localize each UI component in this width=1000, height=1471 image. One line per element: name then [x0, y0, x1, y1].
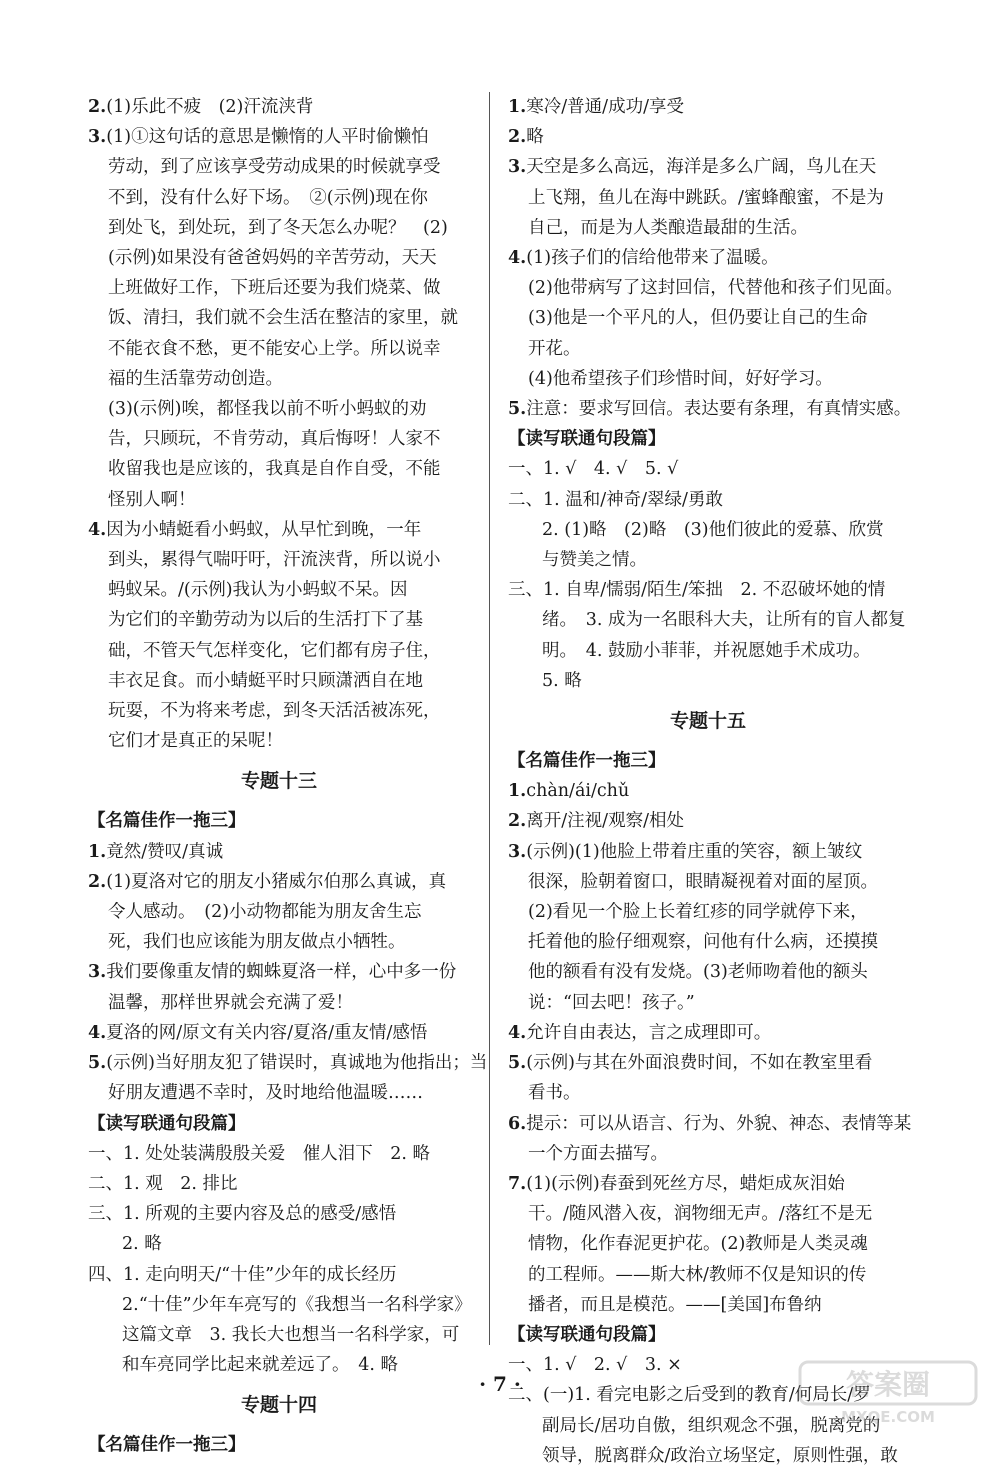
right-answers-14	[508, 92, 912, 696]
answer-continuation: 收留我也是应该的，我真是自作自受，不能	[108, 459, 441, 480]
answer-text: 提示：可以从语言、行为、外貌、神态、表情等某	[526, 1113, 912, 1134]
answer-continuation: 死，我们也应该能为朋友做点小牺牲。	[108, 932, 406, 953]
right-column	[508, 92, 912, 1471]
answer-continuation: 不能衣食不愁，更不能安心上学。所以说幸	[108, 338, 441, 359]
item-number: 7.	[508, 1173, 527, 1194]
answer-continuation: (4)他希望孩子们珍惜时间，好好学习。	[528, 368, 833, 389]
item-number: 4.	[88, 519, 107, 540]
answer-line	[508, 1048, 908, 1078]
item-number: 5.	[508, 399, 527, 420]
watermark-logo	[798, 1360, 978, 1426]
answer-line	[508, 806, 908, 836]
answer-line	[508, 1109, 912, 1139]
item-number: 2.	[88, 97, 107, 117]
subsection-title: 【读写联通句段篇】	[508, 1324, 666, 1345]
subsection-title: 【读写联通句段篇】	[88, 1113, 246, 1134]
item-number: 1.	[508, 97, 527, 117]
answer-continuation: 他的额看有没有发烧。(3)老师吻着他的额头	[528, 962, 868, 983]
item-number: 5.	[508, 1053, 527, 1074]
answer-continuation: 明。 4. 鼓励小菲菲，并祝愿她手术成功。	[542, 640, 871, 661]
answer-line	[88, 122, 470, 152]
answer-line	[508, 1018, 908, 1048]
answer-text: (示例)与其在外面浪费时间，不如在教室里看	[526, 1053, 873, 1074]
answer-continuation: 这篇文章 3. 我长大也想当一名科学家，可	[122, 1324, 460, 1345]
answer-continuation: 怪别人啊！	[108, 489, 196, 510]
section-heading-14: 专题十四	[240, 1394, 317, 1417]
part-line: 一、1. 处处装满殷殷关爱 催人泪下 2. 略	[88, 1143, 431, 1164]
answer-continuation: 和车亮同学比起来就差远了。 4. 略	[122, 1355, 399, 1376]
answer-text: (1)乐此不疲 (2)汗流浃背	[106, 97, 314, 117]
answer-text: (1)(示例)春蚕到死丝方尽，蜡炬成灰泪始	[526, 1173, 845, 1194]
answer-continuation: 与赞美之情。	[542, 550, 647, 571]
answer-continuation: 到处飞，到处玩，到了冬天怎么办呢？ (2)	[108, 217, 448, 238]
answer-continuation: 劳动，到了应该享受劳动成果的时候就享受	[108, 157, 441, 178]
part-line: 三、1. 自卑/懦弱/陌生/笨拙 2. 不忍破坏她的情	[508, 580, 886, 601]
answer-continuation: 领导，脱离群众/政治立场坚定，原则性强，敢	[542, 1445, 898, 1466]
answer-continuation: 自己，而是为人类酿造最甜的生活。	[528, 217, 808, 238]
answer-continuation: 绪。 3. 成为一名眼科大夫，让所有的盲人都复	[542, 610, 906, 631]
answer-text: 夏洛的网/原文有关内容/夏洛/重友情/感悟	[106, 1022, 428, 1043]
answer-continuation: 饭、清扫，我们就不会生活在整洁的家里，就	[108, 308, 458, 329]
answer-text: 竟然/赞叹/真诚	[106, 841, 224, 862]
part-line: 二、1. 观 2. 排比	[88, 1173, 238, 1194]
answer-continuation: 告，只顾玩，不肯劳动，真后悔呀！人家不	[108, 429, 441, 450]
answer-continuation: 很深，脸朝着窗口，眼睛凝视着对面的屋顶。	[528, 871, 878, 892]
item-number: 2.	[508, 127, 527, 148]
answer-text: (1)夏洛对它的朋友小猪威尔伯那么真诚，真	[106, 871, 447, 892]
answer-continuation: 温馨，那样世界就会充满了爱！	[108, 992, 353, 1013]
section-heading-13: 专题十三	[240, 770, 317, 793]
item-number: 3.	[88, 962, 107, 983]
left-answers-14	[88, 1430, 470, 1460]
answer-continuation: 令人感动。 (2)小动物都能为朋友舍生忘	[108, 902, 422, 923]
item-number: 4.	[88, 1022, 107, 1043]
part-line: 四、1. 走向明天/“十佳”少年的成长经历	[88, 1264, 397, 1285]
part-line: 二、(一)1. 看完电影之后受到的教育/何局长/罗	[508, 1385, 871, 1406]
left-answers-12	[88, 92, 470, 756]
answer-continuation: 播者，而且是模范。——[美国]布鲁纳	[528, 1294, 822, 1315]
part-line: 二、1. 温和/神奇/翠绿/勇敢	[508, 489, 723, 510]
answer-continuation: 2. (1)略 (2)略 (3)他们彼此的爱慕、欣赏	[542, 519, 884, 540]
answer-line	[508, 122, 908, 152]
answer-continuation: 2. 略	[122, 1234, 162, 1255]
answer-continuation: 到头，累得气喘吁吁，汗流浃背，所以说小	[108, 550, 441, 571]
answer-continuation: 5. 略	[542, 670, 582, 691]
item-number: 3.	[508, 157, 527, 178]
item-number: 3.	[508, 841, 527, 862]
answer-continuation: 好朋友遭遇不幸时，及时地给他温暖……	[108, 1083, 423, 1104]
answer-continuation: (示例)如果没有爸爸妈妈的辛苦劳动，天天	[108, 248, 437, 269]
answer-continuation: 为它们的辛勤劳动为以后的生活打下了基	[108, 610, 423, 631]
answer-line	[88, 515, 470, 545]
answer-continuation: 的工程师。——斯大林/教师不仅是知识的传	[528, 1264, 867, 1285]
answer-text: 天空是多么高远，海洋是多么广阔，鸟儿在天	[526, 157, 877, 178]
answer-text: (示例)(1)他脸上带着庄重的笑容，额上皱纹	[526, 841, 863, 862]
answer-continuation: 础，不管天气怎样变化，它们都有房子住，	[108, 640, 441, 661]
answer-line	[88, 92, 470, 122]
left-column	[88, 92, 488, 1461]
item-number: 2.	[88, 871, 107, 892]
answer-continuation: 玩耍，不为将来考虑，到冬天活活被冻死，	[108, 701, 441, 722]
answer-text: 寒冷/普通/成功/享受	[526, 97, 684, 117]
answer-continuation: 看书。	[528, 1083, 581, 1104]
answer-continuation: 副局长/居功自傲，组织观念不强，脱离党的	[542, 1415, 881, 1436]
answer-text: 注意：要求写回信。表达要有条理，有真情实感。	[526, 399, 912, 420]
answer-continuation: 一个方面去描写。	[528, 1143, 668, 1164]
item-number: 5.	[88, 1053, 107, 1074]
answer-text: 因为小蜻蜓看小蚂蚁，从早忙到晚，一年	[106, 519, 422, 540]
item-number: 1.	[508, 781, 527, 802]
part-line: 一、1. √ 4. √ 5. √	[508, 459, 679, 480]
answer-line	[88, 957, 470, 987]
svg-text:答案圈: 答案圈	[845, 1368, 931, 1401]
answer-continuation: (3)(示例)唉，都怪我以前不听小蚂蚁的劝	[108, 399, 427, 420]
page-number: · 7 ·	[479, 1372, 521, 1396]
answer-line	[508, 837, 908, 867]
item-number: 4.	[508, 1022, 527, 1043]
answer-line	[508, 243, 908, 273]
answer-text: 我们要像重友情的蜘蛛夏洛一样，心中多一份	[106, 962, 457, 983]
answer-continuation: 开花。	[528, 338, 581, 359]
answer-line	[508, 152, 908, 182]
answer-text: 允许自由表达，言之成理即可。	[526, 1022, 772, 1043]
answer-text: (1)①这句话的意思是懒惰的人平时偷懒怕	[106, 127, 429, 148]
subsection-title: 【名篇佳作一拖三】	[88, 811, 246, 832]
answer-continuation: 上班做好工作，下班后还要为我们烧菜、做	[108, 278, 441, 299]
answer-line	[88, 867, 470, 897]
answer-line	[88, 1018, 470, 1048]
answer-continuation: 情物，化作春泥更护花。(2)教师是人类灵魂	[528, 1234, 868, 1255]
answer-continuation: 干。/随风潜入夜，润物细无声。/落红不是无	[528, 1204, 873, 1225]
subsection-title: 【名篇佳作一拖三】	[88, 1435, 246, 1456]
column-divider	[489, 92, 490, 1345]
answer-line	[88, 837, 470, 867]
item-number: 2.	[508, 811, 527, 832]
answer-continuation: 它们才是真正的呆呢！	[108, 731, 283, 752]
answer-text: chàn/ái/chǔ	[526, 781, 630, 802]
section-heading-15: 专题十五	[669, 710, 746, 733]
answer-continuation: 福的生活靠劳动创造。	[108, 368, 283, 389]
answer-continuation: 不到，没有什么好下场。 ②(示例)现在你	[108, 187, 428, 208]
answer-text: (1)孩子们的信给他带来了温暖。	[526, 248, 779, 269]
answer-text: 离开/注视/观察/相处	[526, 811, 684, 832]
answer-line	[88, 1048, 488, 1078]
answer-continuation: 说：“回去吧！孩子。”	[528, 992, 695, 1013]
answer-line	[508, 1169, 908, 1199]
answer-continuation: (3)他是一个平凡的人，但仍要让自己的生命	[528, 308, 868, 329]
answer-continuation: 蚂蚁呆。/(示例)我认为小蚂蚁不呆。因	[108, 580, 408, 601]
svg-text:MXQE.COM: MXQE.COM	[841, 1408, 935, 1426]
answer-continuation: (2)他带病写了这封回信，代替他和孩子们见面。	[528, 278, 903, 299]
answer-continuation: (2)看见一个脸上长着红疹的同学就停下来，	[528, 902, 868, 923]
item-number: 4.	[508, 248, 527, 269]
answer-continuation: 2.“十佳”少年车亮写的《我想当一名科学家》	[122, 1294, 472, 1315]
answer-text: 略	[526, 127, 544, 148]
answer-line	[508, 776, 908, 806]
answer-line	[508, 394, 912, 424]
item-number: 6.	[508, 1113, 527, 1134]
answer-continuation: 托着他的脸仔细观察，问他有什么病，还摸摸	[528, 932, 878, 953]
answer-continuation: 上飞翔，鱼儿在海中跳跃。/蜜蜂酿蜜，不是为	[528, 187, 884, 208]
item-number: 3.	[88, 127, 107, 148]
part-line: 三、1. 所观的主要内容及总的感受/感悟	[88, 1204, 397, 1225]
left-answers-13	[88, 806, 488, 1380]
item-number: 1.	[88, 841, 107, 862]
subsection-title: 【名篇佳作一拖三】	[508, 751, 666, 772]
answer-text: (示例)当好朋友犯了错误时，真诚地为他指出；当	[106, 1053, 488, 1074]
subsection-title: 【读写联通句段篇】	[508, 429, 666, 450]
answer-continuation: 丰衣足食。而小蜻蜓平时只顾潇洒自在地	[108, 670, 423, 691]
answer-line	[508, 92, 908, 122]
part-line: 一、1. √ 2. √ 3. ×	[508, 1355, 682, 1376]
